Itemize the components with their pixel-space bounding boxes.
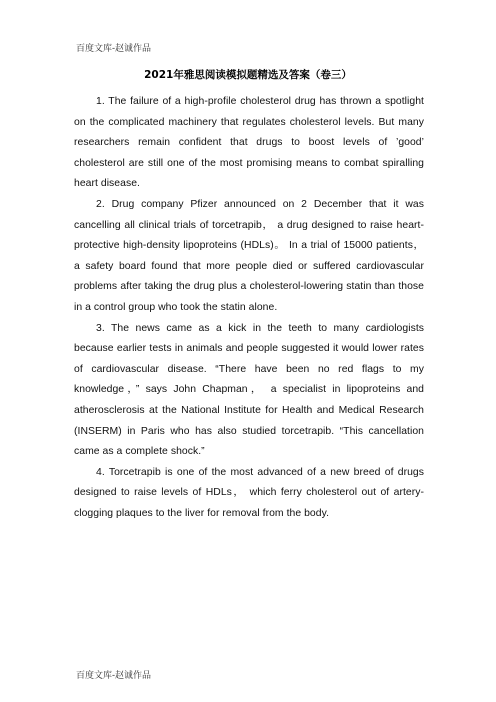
page-header: 百度文库-赵诚作品	[76, 44, 152, 54]
document-title: 2021年雅思阅读模拟题精选及答案（卷三）	[144, 69, 352, 81]
paragraph-4: 4. Torcetrapib is one of the most advanced of a new breed of drugs designed to raise levels of HDLs， which ferry cholesterol out of artery-clogging plaques to the liver for removal from the body.	[74, 466, 424, 519]
document-body	[74, 92, 424, 524]
paragraph-1: 1. The failure of a high-profile cholesterol drug has thrown a spotlight on the complicated machinery that regulates cholesterol levels. But many researchers remain confident that drugs to boost levels of ’good’ cholesterol are still one of the most promising means to combat spiralling heart disease.	[74, 96, 424, 190]
paragraph-2: 2. Drug company Pfizer announced on 2 December that it was cancelling all clinical trials of torcetrapib， a drug designed to raise heart-protective high-density lipoproteins (HDLs)。 In a trial of 15000 patients， a safety board found that more people died or suffered cardiovascular problems after taking the drug plus a cholesterol-lowering statin than those in a control group who took the statin alone.	[74, 198, 424, 313]
page-footer: 百度文库-赵诚作品	[76, 671, 152, 681]
paragraph-3: 3. The news came as a kick in the teeth to many cardiologists because earlier tests in animals and people suggested it would lower rates of cardiovascular disease. “There have been no red flags to my knowledge，” says John Chapman， a specialist in lipoproteins and atherosclerosis at the National Institute for Health and Medical Research (INSERM) in Paris who has also studied torcetrapib. “This cancellation came as a complete shock.”	[74, 322, 424, 458]
